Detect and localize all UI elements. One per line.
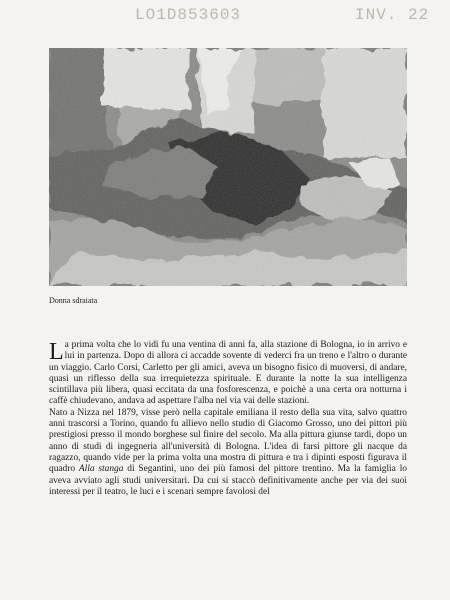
painting-reproduction xyxy=(49,48,407,286)
figure-caption: Donna sdraiata xyxy=(49,296,98,305)
inventory-stamp-number: LO1D853603 xyxy=(135,6,242,24)
inventory-stamp-label: INV. 22 xyxy=(355,6,430,24)
painting-image xyxy=(49,48,407,286)
paragraph-2-text-start: Nato a Nizza nel 1879, visse però nella capitale emiliana il resto della sua vita, salvo quattro anni trascorsi a Torino, quando fu allievo nello studio di Giacomo Grosso, uno dei pittori più prestigiosi presso il mondo borghese sul finire del secolo. Ma alla pittura giunse tardi, dopo un anno di studi di ingegneria all'università di Bologna. L'idea di farsi pittore gli nacque da ragazzo, quando vide per la prima volta una mostra di pittura e tra i dipinti esposti figurava il quadro xyxy=(49,407,407,475)
artwork-title: Alla stanga xyxy=(78,464,124,475)
paragraph-1 xyxy=(49,340,407,408)
paragraph-1-text: a prima volta che lo vidi fu una ventina di anni fa, alla stazione di Bologna, io in arrivo e lui in partenza. Dopo di allora ci accadde sovente di vederci fra un treno e l'altro o durante un viaggio. Carlo Corsi, Carletto per gli amici, aveva un bisogno fisico di muoversi, di andare, quasi un riflesso della sua irrequietezza spirituale. E durante la notte la sua intelligenza scintillava più libera, quasi eccitata da una fosforescenza, e poichè a una certa ora notturna i caffè chiudevano, andava ad aspettare l'alba nel via vai delle stazioni. xyxy=(49,340,407,407)
paragraph-2 xyxy=(49,408,407,498)
article-body xyxy=(49,340,407,498)
drop-cap: L xyxy=(49,339,64,365)
paragraph-2-text-end: di Segantini, uno dei più famosi del pittore trentino. Ma la famiglia lo aveva avviato agli studi universitari. Da cui si staccò definitivamente anche per via dei suoi interessi per il teatro, le luci e i scenari sempre favolosi del xyxy=(49,464,407,497)
